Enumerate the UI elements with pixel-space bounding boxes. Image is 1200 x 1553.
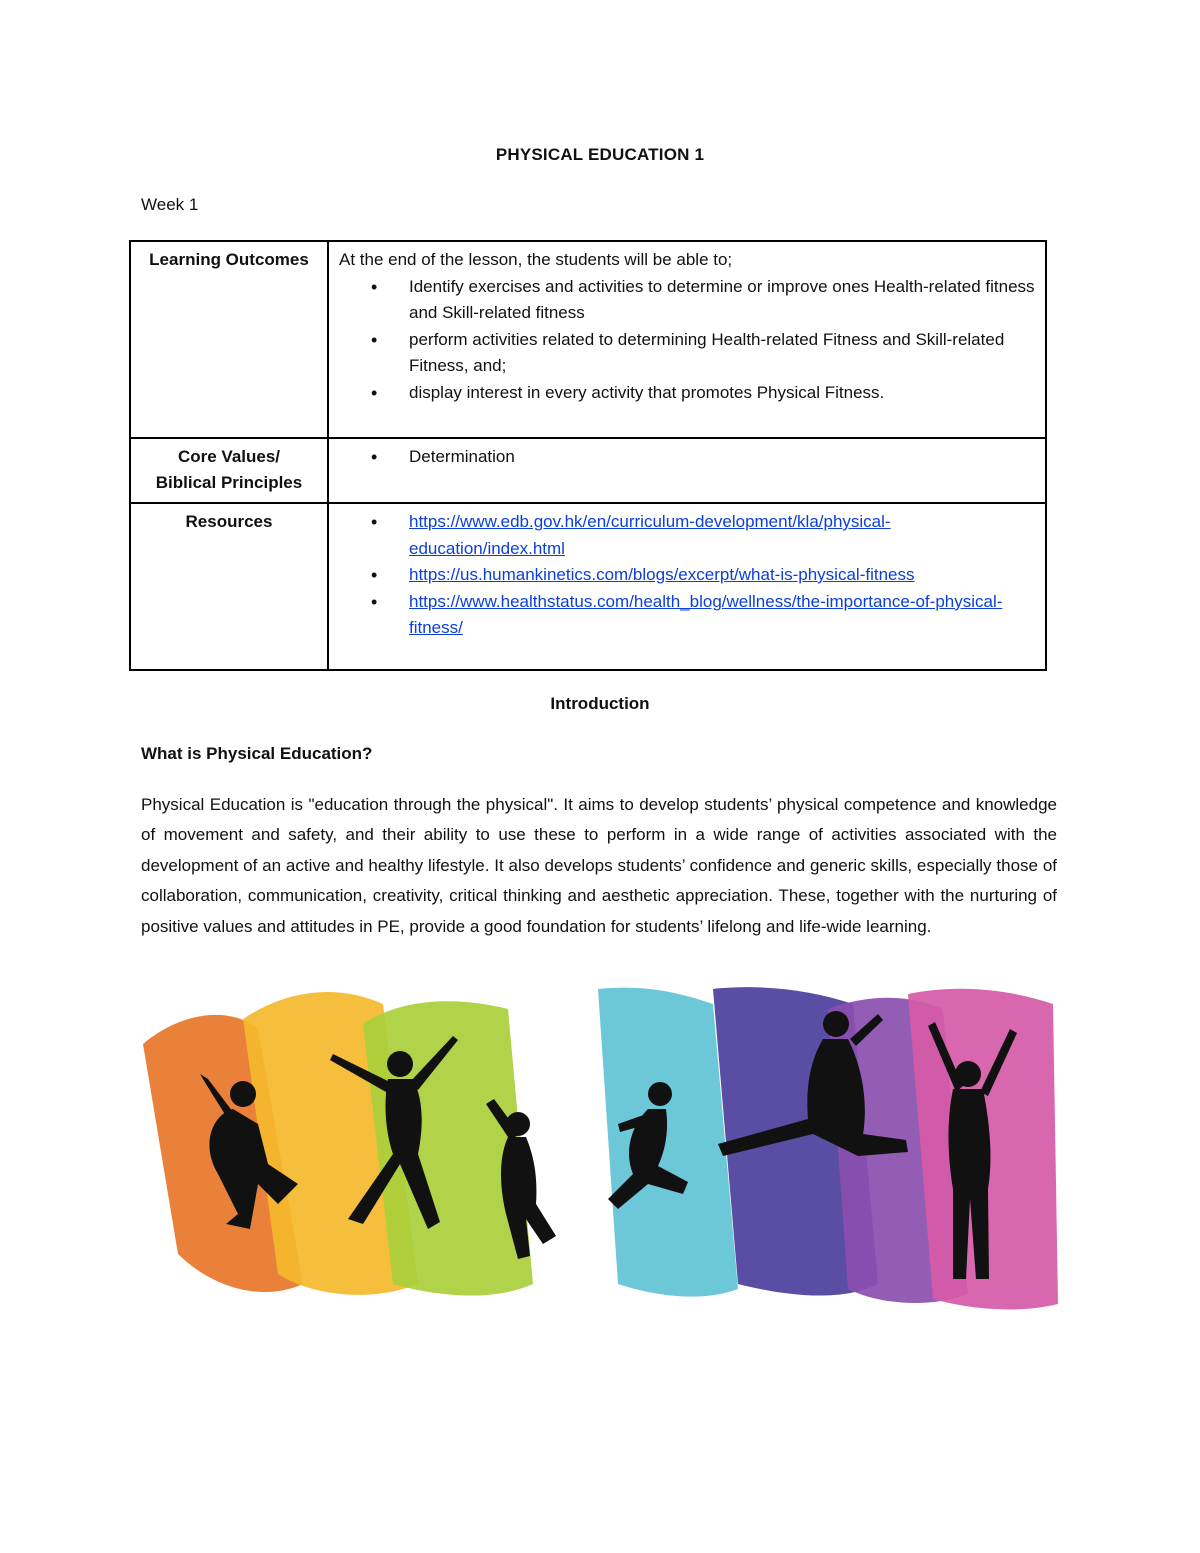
outcome-item: • Identify exercises and activities to determine or improve ones Health-related fitness and Skill-related fitness bbox=[339, 274, 1037, 327]
outcome-item: • perform activities related to determining Health-related Fitness and Skill-related Fitness, and; bbox=[339, 327, 1037, 380]
resource-link-humankinetics[interactable]: https://us.humankinetics.com/blogs/excerpt/what-is-physical-fitness bbox=[409, 565, 915, 584]
section-question: What is Physical Education? bbox=[141, 744, 373, 763]
resource-item bbox=[339, 589, 1037, 642]
values-label-line1: Core Values/ bbox=[177, 447, 281, 466]
lesson-table bbox=[129, 240, 1047, 671]
outcomes-content bbox=[328, 241, 1046, 438]
values-row bbox=[130, 438, 1046, 503]
outcomes-list bbox=[339, 274, 1037, 407]
values-label-line2: Biblical Principles bbox=[155, 473, 303, 492]
resources-content bbox=[328, 503, 1046, 670]
outcomes-row bbox=[130, 241, 1046, 438]
values-label bbox=[130, 438, 328, 503]
week-label: Week 1 bbox=[141, 195, 199, 214]
resource-link-healthstatus[interactable]: https://www.healthstatus.com/health_blog/wellness/the-importance-of-physical-fitness/ bbox=[409, 591, 1003, 637]
values-list bbox=[339, 444, 1037, 471]
paint-strokes bbox=[143, 987, 1058, 1309]
resources-label: Resources bbox=[130, 503, 328, 670]
resources-list bbox=[339, 509, 1037, 642]
introduction-paragraph: Physical Education is "education through the physical". It aims to develop students’ physical competence and knowledge of movement and safety, and their ability to use these to perform in a wide range of activities associated with the development of an active and healthy lifestyle. It also develops students’ confidence and generic skills, especially those of collaboration, communication, creativity, critical thinking and aesthetic appreciation. These, together with the nurturing of positive values and attitudes in PE, provide a good foundation for students’ lifelong and life-wide learning. bbox=[141, 795, 1057, 936]
value-item: • Determination bbox=[339, 444, 1037, 471]
values-content bbox=[328, 438, 1046, 503]
outcomes-label: Learning Outcomes bbox=[130, 241, 328, 438]
document-title: PHYSICAL EDUCATION 1 bbox=[495, 145, 705, 164]
introduction-heading: Introduction bbox=[550, 694, 650, 713]
resource-link-edb[interactable]: https://www.edb.gov.hk/en/curriculum-development/kla/physical-education/index.html bbox=[409, 512, 891, 558]
resource-item bbox=[339, 509, 1037, 562]
outcome-item: • display interest in every activity that promotes Physical Fitness. bbox=[339, 380, 1037, 407]
resources-row bbox=[130, 503, 1046, 670]
resource-item bbox=[339, 562, 1037, 589]
outcomes-lead: At the end of the lesson, the students will be able to; bbox=[339, 250, 733, 269]
jumping-people-illustration bbox=[138, 984, 1063, 1314]
